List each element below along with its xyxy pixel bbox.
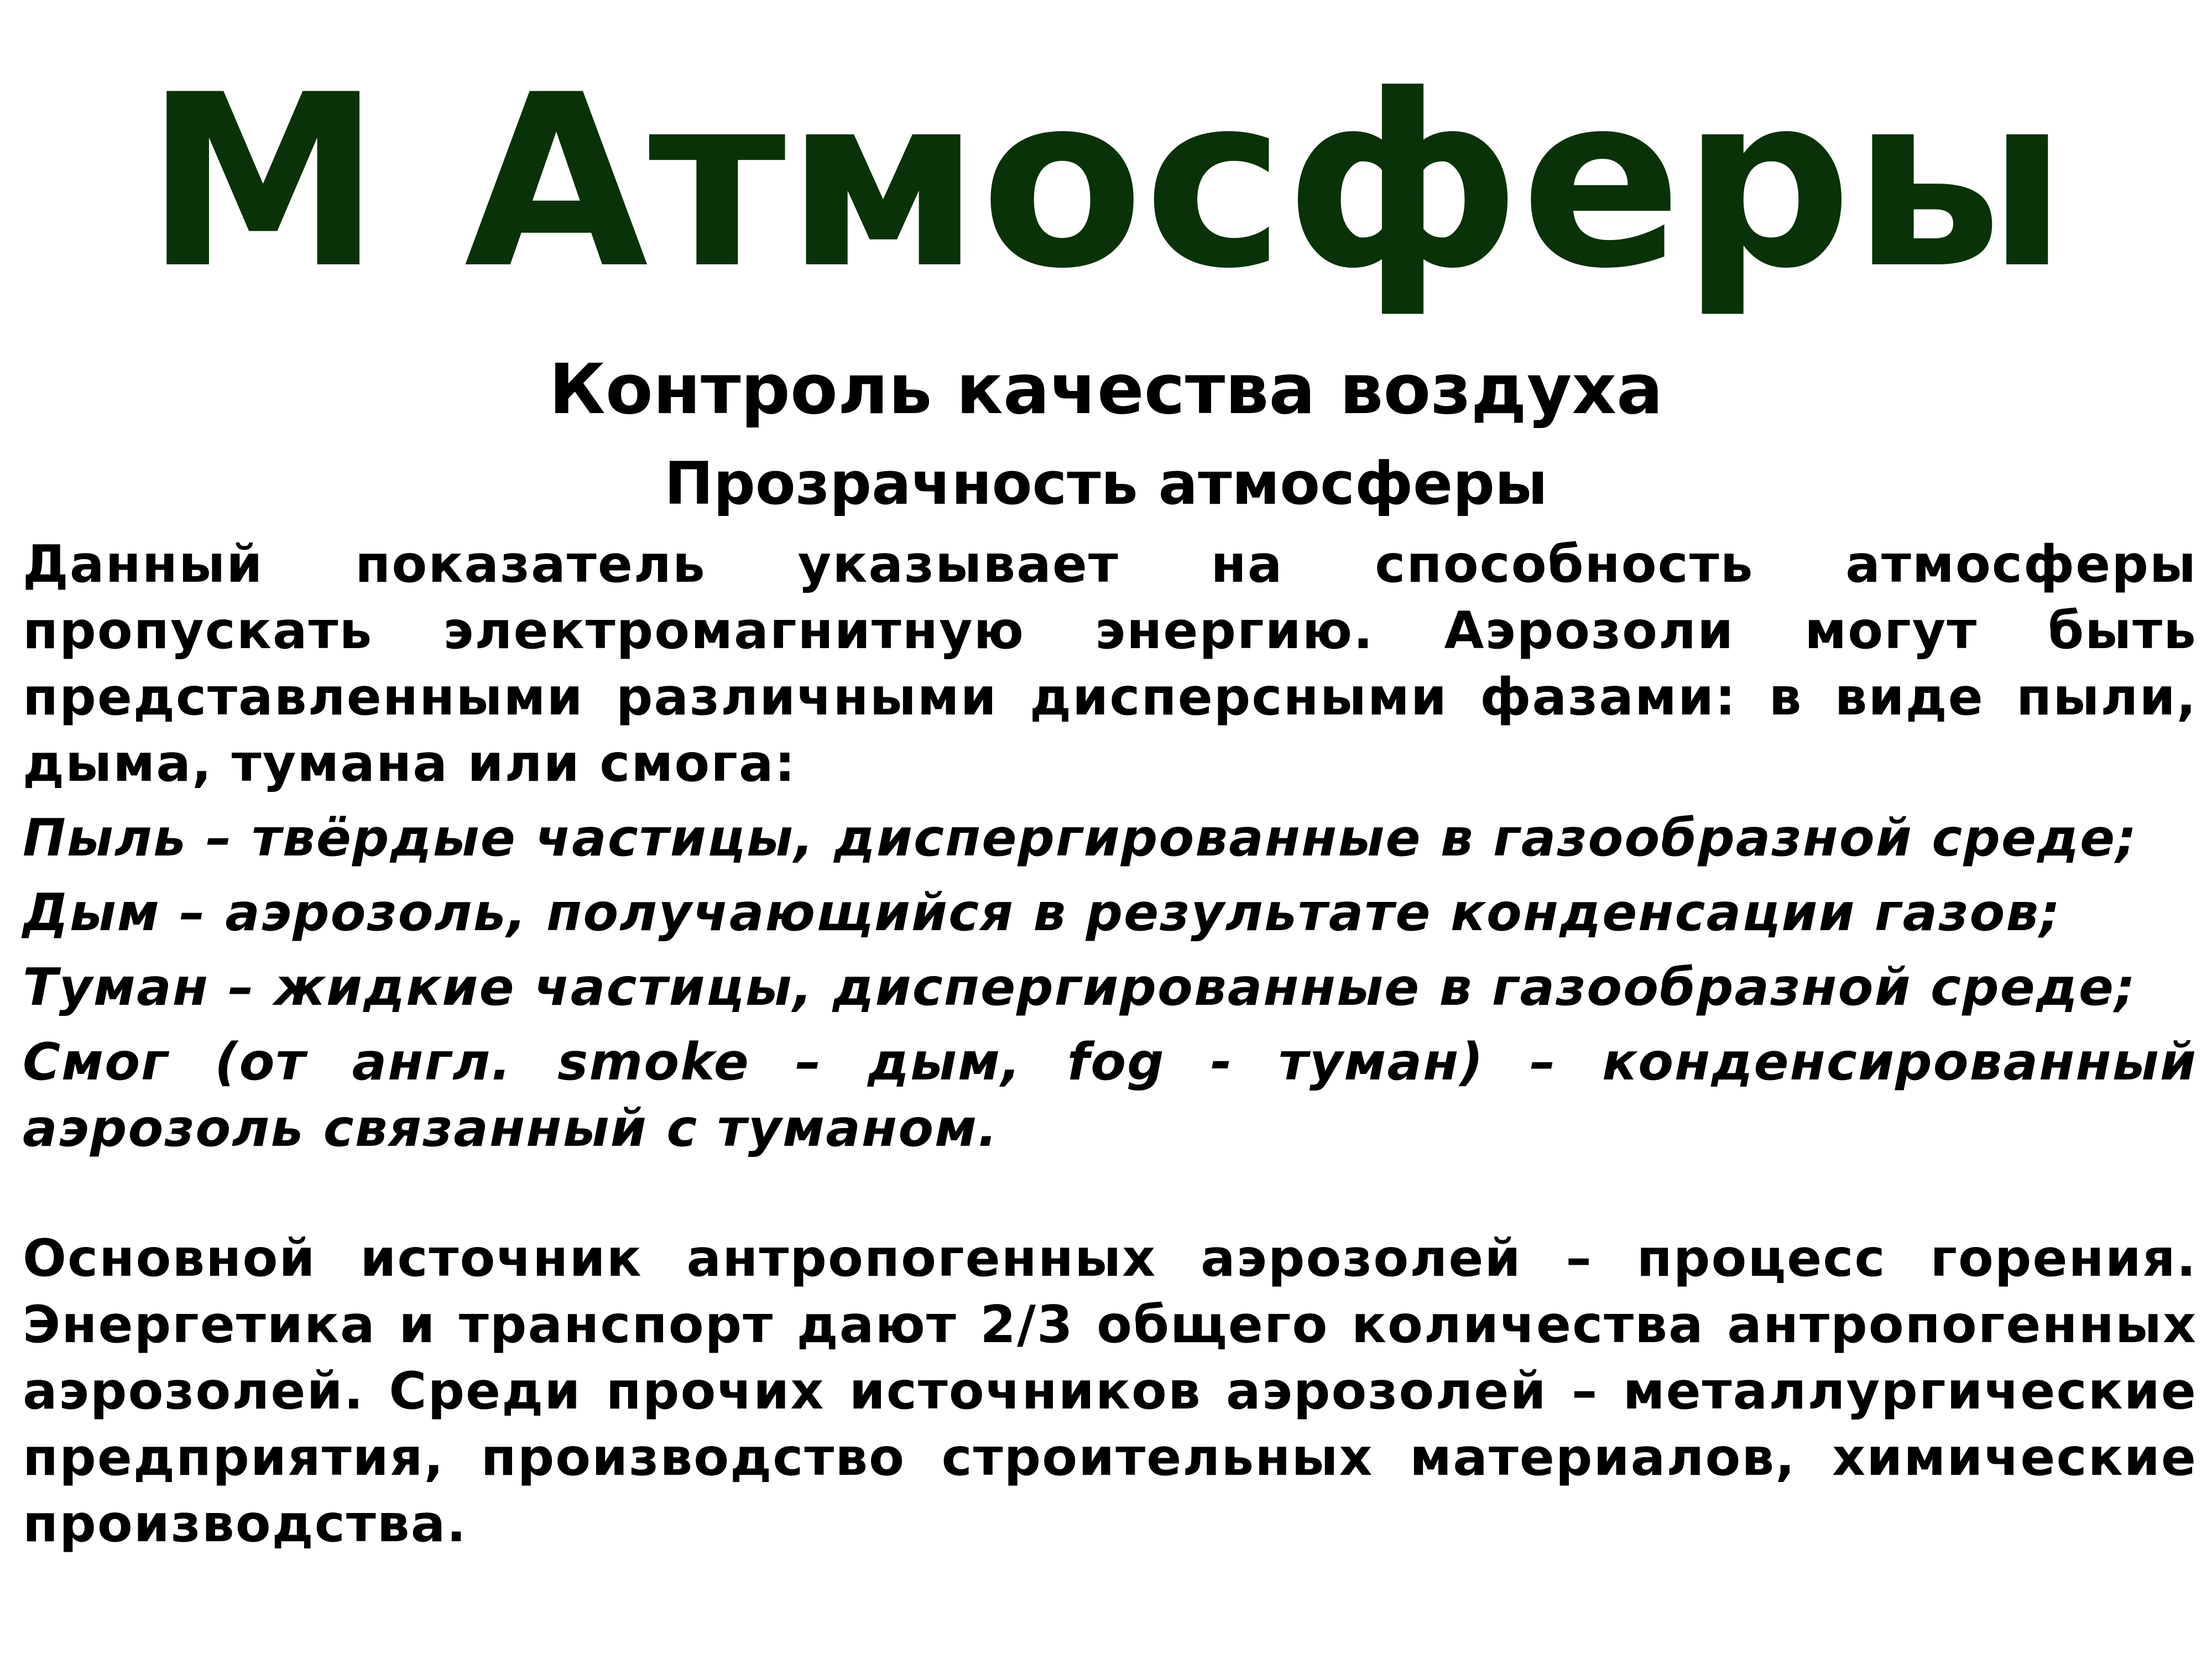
definition-smog: Смог (от англ. smoke – дым, fog - туман) – конденсированный аэрозоль связанный с туманом. bbox=[23, 1032, 2197, 1158]
body-text bbox=[23, 531, 2197, 1557]
definition-fog: Туман – жидкие частицы, диспергированные в газообразной среде; bbox=[23, 957, 2137, 1017]
intro-paragraph: Данный показатель указывает на способность атмосферы пропускать электромагнитную энергию. Аэрозоли могут быть представленными различными дисперсными фазами: в виде пыли, дыма, тумана или смога: bbox=[23, 534, 2197, 793]
conclusion-paragraph: Основной источник антропогенных аэрозолей – процесс горения. Энергетика и транспорт дают 2/3 общего количества антропогенных аэрозолей. Среди прочих источников аэрозолей – металлургические предприятия, производство строительных материалов, химические производства. bbox=[23, 1228, 2197, 1553]
section-heading: Контроль качества воздуха bbox=[549, 349, 1663, 430]
definition-smoke: Дым – аэрозоль, получающийся в результате конденсации газов; bbox=[23, 883, 2062, 942]
section-subheading: Прозрачность атмосферы bbox=[664, 450, 1548, 518]
page-title: М Атмосферы bbox=[144, 44, 2068, 321]
definition-dust: Пыль – твёрдые частицы, диспергированные в газообразной среде; bbox=[23, 808, 2138, 868]
